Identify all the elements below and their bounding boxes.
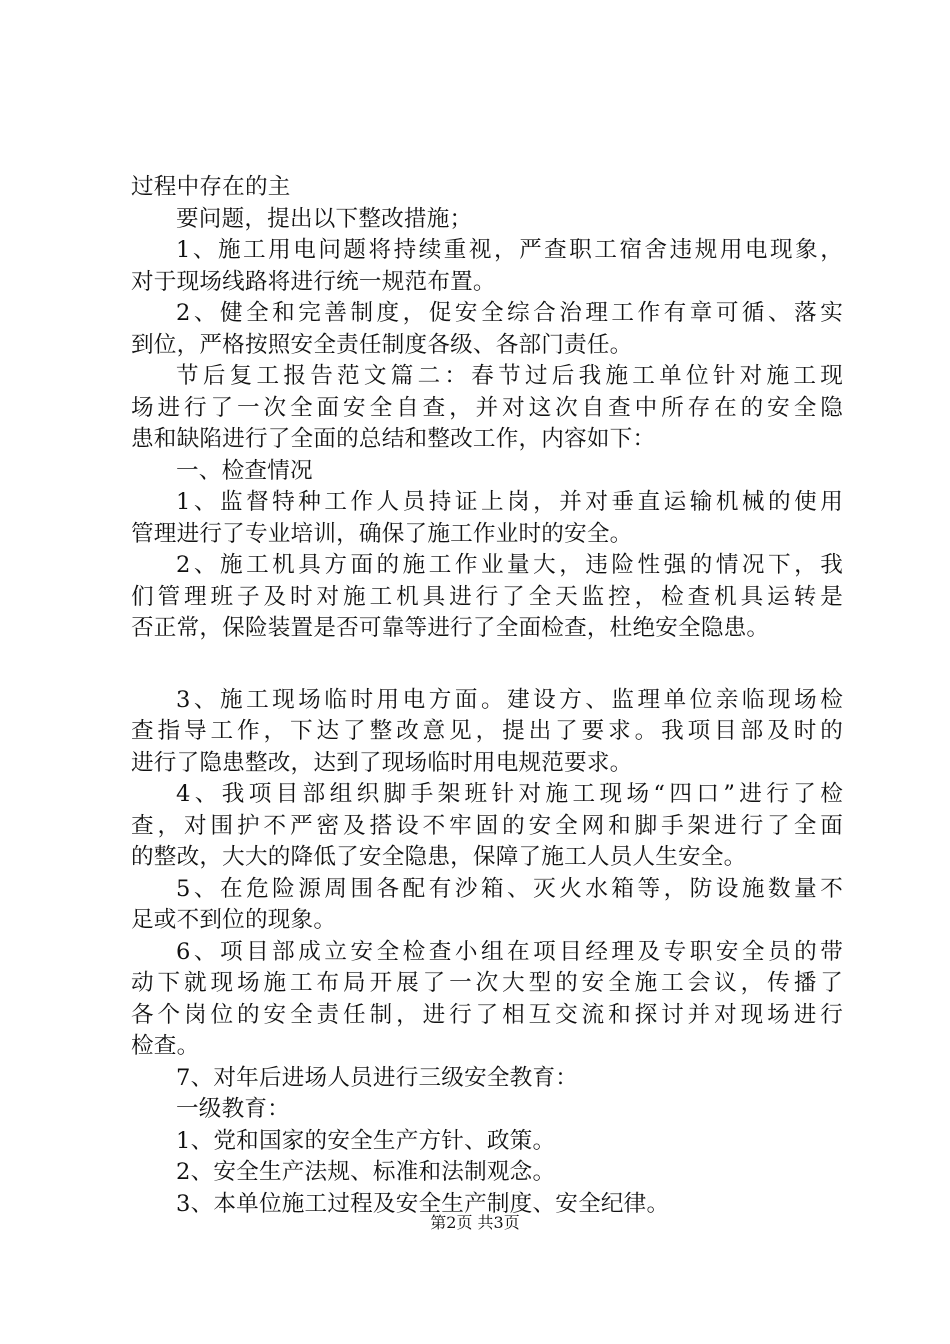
page-footer: 第2页 共3页 — [430, 1213, 520, 1232]
text-line: 4、我项目部组织脚手架班针对施工现场“四口”进行了检 — [176, 781, 843, 807]
text-line: 5、在危险源周围各配有沙箱、灭火水箱等，防设施数量不 — [176, 875, 843, 902]
text-line: 7、对年后进场人员进行三级安全教育： — [176, 1064, 579, 1091]
text-line: 过程中存在的主 — [131, 174, 291, 200]
text-line: 要问题，提出以下整改措施； — [176, 205, 473, 232]
text-line: 否正常，保险装置是否可靠等进行了全面检查，杜绝安全隐患。 — [131, 615, 770, 641]
text-line: 的整改，大大的降低了安全隐患，保障了施工人员人生安全。 — [131, 844, 747, 870]
text-line: 节后复工报告范文篇二：春节过后我施工单位针对施工现 — [176, 363, 843, 389]
text-line: 3、本单位施工过程及安全生产制度、安全纪律。 — [176, 1190, 670, 1217]
text-line: 查，对围护不严密及搭设不牢固的安全网和脚手架进行了全面 — [131, 812, 843, 839]
text-line: 检查。 — [131, 1033, 200, 1059]
document-body — [131, 172, 843, 1220]
text-line: 2、安全生产法规、标准和法制观念。 — [176, 1159, 556, 1185]
text-line: 患和缺陷进行了全面的总结和整改工作，内容如下： — [131, 426, 656, 452]
text-line: 1、监督特种工作人员持证上岗，并对垂直运输机械的使用 — [176, 489, 843, 515]
text-line: 2、施工机具方面的施工作业量大，违险性强的情况下，我 — [176, 552, 843, 578]
text-line: 各个岗位的安全责任制，进行了相互交流和探讨并对现场进行 — [131, 1001, 843, 1028]
text-line: 2、健全和完善制度，促安全综合治理工作有章可循、落实 — [176, 300, 843, 326]
text-line: 动下就现场施工布局开展了一次大型的安全施工会议，传播了 — [131, 970, 843, 996]
text-line: 1、党和国家的安全生产方针、政策。 — [176, 1127, 556, 1154]
text-line: 到位，严格按照安全责任制度各级、各部门责任。 — [131, 331, 633, 358]
text-line: 6、项目部成立安全检查小组在项目经理及专职安全员的带 — [176, 938, 843, 965]
text-line: 查指导工作，下达了整改意见，提出了要求。我项目部及时的 — [131, 718, 843, 744]
text-line: 们管理班子及时对施工机具进行了全天监控，检查机具运转是 — [131, 583, 843, 610]
text-line: 一、检查情况 — [176, 457, 313, 484]
text-line: 管理进行了专业培训，确保了施工作业时的安全。 — [131, 520, 633, 547]
text-line: 足或不到位的现象。 — [131, 907, 337, 933]
text-line: 进行了隐患整改，达到了现场临时用电规范要求。 — [131, 749, 633, 776]
blank-line — [131, 645, 843, 685]
text-line: 场进行了一次全面安全自查，并对这次自查中所存在的安全隐 — [131, 394, 843, 421]
text-line: 对于现场线路将进行统一规范布置。 — [131, 268, 496, 295]
text-line: 3、施工现场临时用电方面。建设方、监理单位亲临现场检 — [176, 686, 843, 713]
text-line: 1、施工用电问题将持续重视，严查职工宿舍违规用电现象， — [176, 237, 843, 263]
text-line: 一级教育： — [176, 1096, 290, 1122]
